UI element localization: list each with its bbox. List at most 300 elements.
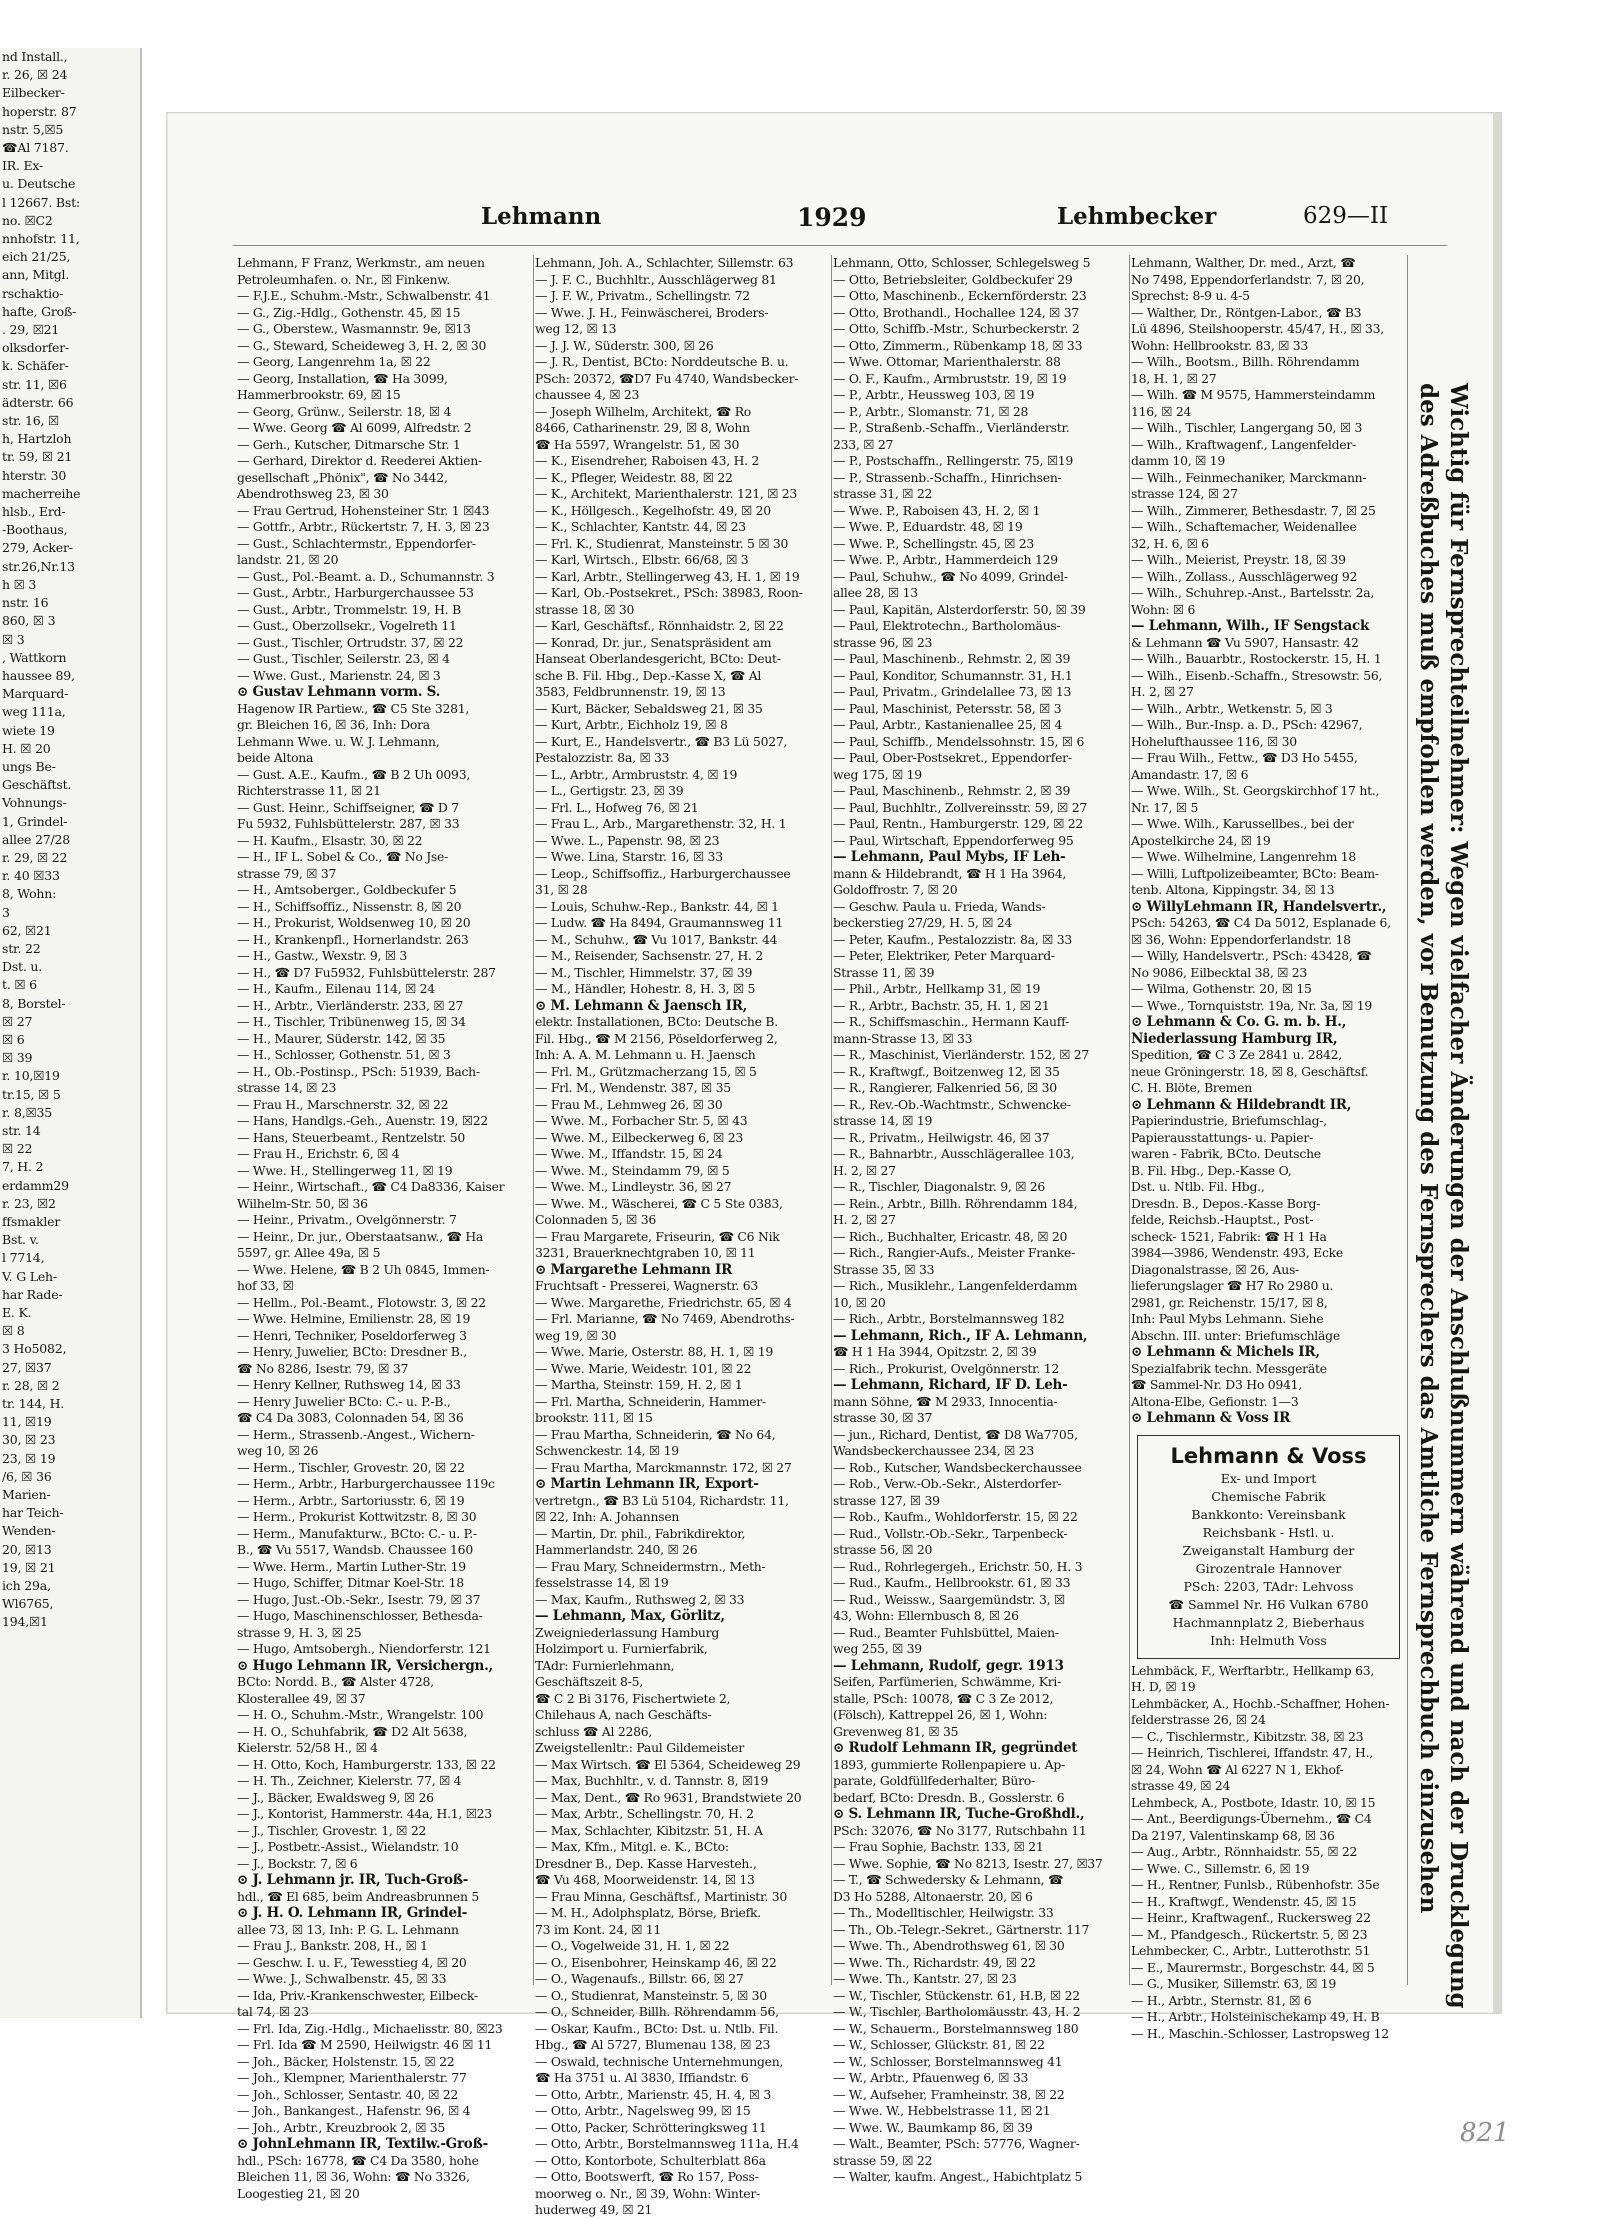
directory-line: — Rich., Rangier-Aufs., Meister Franke- <box>833 1245 1076 1260</box>
directory-line: huderweg 49, ☒ 21 <box>535 2202 653 2217</box>
neighbour-page-line: -Boothaus, <box>2 522 68 538</box>
directory-line: — W., Aufseher, Framheinstr. 38, ☒ 22 <box>833 2086 1065 2102</box>
neighbour-page-line: wiete 19 <box>2 722 55 738</box>
directory-line: — Wwe. C., Sillemstr. 6, ☒ 19 <box>1131 1860 1310 1876</box>
directory-line: — Gust. A.E., Kaufm., ☎ B 2 Uh 0093, <box>237 766 471 782</box>
advertisement-lehmann-voss <box>1137 1435 1400 1659</box>
directory-line: Hbg., ☎ Al 5727, Blumenau 138, ☒ 23 <box>535 2037 771 2052</box>
directory-line: — H., Arbtr., Vierländerstr. 233, ☒ 27 <box>237 997 464 1013</box>
directory-line: No 9086, Eilbecktal 38, ☒ 23 <box>1131 964 1308 980</box>
directory-entry-heading: ⊙ J. H. O. Lehmann IR, Grindel- <box>237 1905 468 1921</box>
neighbour-page-line: t. ☒ 6 <box>2 977 37 993</box>
directory-line: — Phil., Arbtr., Hellkamp 31, ☒ 19 <box>833 981 1041 996</box>
directory-line: PSch: 54263, ☎ C4 Da 5012, Esplanade 6, <box>1131 915 1391 930</box>
neighbour-page-line: weg 111a, <box>2 704 66 720</box>
directory-line: strasse 127, ☒ 39 <box>833 1492 940 1508</box>
directory-line: 2981, gr. Reichenstr. 15/17, ☒ 8, <box>1131 1294 1328 1310</box>
column-4 <box>1131 255 1406 2041</box>
directory-line: Lehmann, F Franz, Werkmstr., am neuen <box>237 255 485 270</box>
directory-line: ☎ Ha 5597, Wrangelstr. 51, ☒ 30 <box>535 436 740 452</box>
neighbour-page-line: str. 16, ☒ <box>2 413 60 429</box>
directory-line: Grevenweg 81, ☒ 35 <box>833 1723 959 1739</box>
directory-line: — Paul, Schiffb., Mendelssohnstr. 15, ☒ 6 <box>833 733 1085 749</box>
directory-line: — Wwe., Tornquiststr. 19a, Nr. 3a, ☒ 19 <box>1131 997 1372 1013</box>
directory-line: — Paul, Buchhltr., Zollvereinsstr. 59, ☒ 27 <box>833 799 1087 815</box>
neighbour-page-line: rschaktio- <box>2 285 64 301</box>
neighbour-page-line: 11, ☒19 <box>2 1414 52 1430</box>
directory-line: Strasse 11, ☒ 39 <box>833 964 935 980</box>
directory-line: — Otto, Brothandl., Hochallee 124, ☒ 37 <box>833 304 1080 320</box>
header-year: 1929 <box>797 203 867 232</box>
neighbour-page-line: 27, ☒37 <box>2 1359 52 1375</box>
column-divider <box>533 255 534 1985</box>
neighbour-page-line: Dst. u. <box>2 959 43 975</box>
neighbour-page-line: ☒ 27 <box>2 1013 33 1029</box>
directory-line: H. D, ☒ 19 <box>1131 1679 1196 1694</box>
directory-line: — Oskar, Kaufm., BCto: Dst. u. Ntlb. Fil. <box>535 2020 779 2036</box>
directory-line: — O., Studienrat, Mansteinstr. 5, ☒ 30 <box>535 1987 767 2003</box>
directory-line: — Rich., Prokurist, Ovelgönnerstr. 12 <box>833 1360 1060 1376</box>
directory-line: — Wwe. Gust., Marienstr. 24, ☒ 3 <box>237 667 441 683</box>
directory-line: mann & Hildebrandt, ☎ H 1 Ha 3964, <box>833 865 1067 881</box>
header-first-name: Lehmann <box>481 203 602 230</box>
directory-line: — Wilh., Schaftemacher, Weidenallee <box>1131 519 1357 534</box>
directory-line: ☒ 22, Inh: A. Johannsen <box>535 1509 680 1524</box>
directory-entry-heading: ⊙ JohnLehmann IR, Textilw.-Groß- <box>237 2136 488 2152</box>
directory-line: sche B. Fil. Hbg., Dep.-Kasse X, ☎ Al <box>535 667 762 683</box>
directory-line: — Gottfr., Arbtr., Rückertstr. 7, H. 3, ☒ 23 <box>237 519 490 534</box>
directory-line: — Aug., Arbtr., Rönnhaidstr. 55, ☒ 22 <box>1131 1844 1358 1859</box>
directory-line: — Heinr., Privatm., Ovelgönnerstr. 7 <box>237 1212 457 1227</box>
neighbour-page-line: nd Install., <box>2 49 68 64</box>
directory-line: Zweigstellenltr.: Paul Gildemeister <box>535 1740 744 1755</box>
advertisement-line: Reichsbank - Hstl. u. <box>1202 1524 1335 1540</box>
directory-line: Seifen, Parfümerien, Schwämme, Kri- <box>833 1674 1062 1689</box>
directory-line: Hohelufthaussee 116, ☒ 30 <box>1131 733 1297 749</box>
directory-line: — Georg, Langenrehm 1a, ☒ 22 <box>237 354 431 369</box>
directory-line: — Rich., Musiklehr., Langenfelderdamm <box>833 1278 1077 1293</box>
advertisement-line: PSch: 2203, TAdr: Lehvoss <box>1183 1578 1354 1594</box>
directory-line: 116, ☒ 24 <box>1131 403 1192 419</box>
directory-line: — Rud., Beamter Fuhlsbüttel, Maien- <box>833 1624 1059 1640</box>
directory-line: — R., Bahnarbtr., Ausschlägerallee 103, <box>833 1146 1075 1161</box>
directory-line: Da 2197, Valentinskamp 68, ☒ 36 <box>1131 1827 1335 1843</box>
directory-line: — Herm., Arbtr., Sartoriusstr. 6, ☒ 19 <box>237 1492 465 1508</box>
directory-line: — Ludw. ☎ Ha 8494, Graumannsweg 11 <box>535 915 784 930</box>
directory-line: — Paul, Elektrotechn., Bartholomäus- <box>833 618 1061 633</box>
directory-line: parate, Goldfüllfederhalter, Büro- <box>833 1773 1035 1788</box>
directory-line: Wohn: ☒ 6 <box>1131 601 1196 617</box>
directory-entry-heading: ⊙ Hugo Lehmann IR, Versichergn., <box>237 1657 493 1674</box>
neighbour-page-line: IR. Ex- <box>2 158 44 174</box>
directory-line: Lü 4896, Steilshooperstr. 45/47, H., ☒ 33, <box>1131 321 1384 336</box>
neighbour-page-line: 1, Grindel- <box>2 813 68 829</box>
directory-line: — H., Amtsoberger., Goldbeckufer 5 <box>237 882 457 897</box>
directory-line: — Wwe. W., Hebbelstrasse 11, ☒ 21 <box>833 2103 1051 2118</box>
directory-line: — Otto, Kontorbote, Schulterblatt 86a <box>535 2152 766 2168</box>
directory-line: Lehmbeck, A., Postbote, Idastr. 10, ☒ 15 <box>1131 1794 1376 1810</box>
directory-line: Abendrothsweg 23, ☒ 30 <box>237 486 389 501</box>
directory-line: 73 im Kont. 24, ☒ 11 <box>535 1921 662 1937</box>
directory-line: Hammerbrookstr. 69, ☒ 15 <box>237 387 401 402</box>
directory-line: strasse 30, ☒ 37 <box>833 1410 933 1425</box>
directory-line: — M., Händler, Hohestr. 8, H. 3, ☒ 5 <box>535 981 756 996</box>
advertisement-title: Lehmann & Voss <box>1170 1443 1367 1468</box>
directory-line: — H., Tischler, Tribünenweg 15, ☒ 34 <box>237 1014 466 1029</box>
directory-line: Fruchtsaft - Presserei, Wagnerstr. 63 <box>535 1278 759 1293</box>
directory-line: — H. O., Schuhfabrik, ☎ D2 Alt 5638, <box>237 1723 468 1739</box>
directory-line: — Hans, Handlgs.-Geh., Auenstr. 19, ☒22 <box>237 1113 489 1128</box>
directory-entry-heading: ⊙ Gustav Lehmann vorm. S. <box>237 684 441 700</box>
directory-line: ☎ No 8286, Isestr. 79, ☒ 37 <box>237 1360 409 1376</box>
neighbour-page-line: allee 27/28 <box>2 831 71 847</box>
directory-line: — P., Strassenb.-Schaffn., Hinrichsen- <box>833 469 1062 485</box>
neighbour-page-line: tr.15, ☒ 5 <box>2 1086 61 1102</box>
directory-line: — Hugo, Just.-Ob.-Sekr., Isestr. 79, ☒ 37 <box>237 1591 481 1607</box>
directory-line: — Georg, Grünw., Seilerstr. 18, ☒ 4 <box>237 403 452 419</box>
directory-line: — Wilh., Zollass., Ausschlägerweg 92 <box>1131 568 1358 584</box>
neighbour-page-line: 3 Ho5082, <box>2 1341 67 1357</box>
directory-line: — O., Wagenaufs., Billstr. 66, ☒ 27 <box>535 1971 744 1986</box>
directory-line: Hagenow IR Partiew., ☎ C5 Ste 3281, <box>237 700 470 716</box>
directory-line: — Th., Modelltischler, Heilwigstr. 33 <box>833 1905 1054 1920</box>
directory-line: — Paul, Ober-Postsekret., Eppendorfer- <box>833 750 1072 765</box>
column-2 <box>535 255 830 2217</box>
directory-line: — Frau L., Arb., Margarethenstr. 32, H. 1 <box>535 816 787 831</box>
neighbour-page-line: ädterstr. 66 <box>2 394 74 410</box>
directory-line: — H., Kaufm., Eilenau 114, ☒ 24 <box>237 981 435 996</box>
neighbour-page-line: r. 8,☒35 <box>2 1104 52 1120</box>
directory-entry-heading: ⊙ Lehmann & Voss IR <box>1131 1410 1291 1426</box>
directory-line: TAdr: Furnierlehmann, <box>535 1657 675 1673</box>
directory-line: — Frau Wilh., Fettw., ☎ D3 Ho 5455, <box>1131 750 1358 765</box>
directory-line: — Frl. L., Hofweg 76, ☒ 21 <box>535 799 699 815</box>
directory-entry-heading: ⊙ J. Lehmann jr. IR, Tuch-Groß- <box>237 1872 469 1888</box>
directory-line: Richterstrasse 11, ☒ 21 <box>237 783 381 798</box>
directory-line: — Rob., Kaufm., Wohldorferstr. 15, ☒ 22 <box>833 1509 1078 1524</box>
directory-line: strasse 49, ☒ 24 <box>1131 1778 1231 1793</box>
directory-line: — Heinrich, Tischlerei, Iffandstr. 47, H., <box>1131 1745 1373 1760</box>
neighbour-page-line: Marien- <box>2 1487 51 1503</box>
directory-line: — Max, Schlachter, Kibitzstr. 51, H. A <box>535 1822 763 1838</box>
neighbour-page-line: Wl6765, <box>2 1596 54 1612</box>
directory-line: — Frl. M., Grützmacherzang 15, ☒ 5 <box>535 1063 757 1079</box>
vertical-notice-line-1: Wichtig für Fernsprechteilnehmer: Wegen vielfacher Änderungen der Anschlußnummern während und nach der Drucklegung <box>1445 383 1472 2009</box>
neighbour-page-line: l 7714, <box>2 1250 45 1266</box>
directory-line: — K., Eisendreher, Raboisen 43, H. 2 <box>535 453 760 468</box>
directory-line: Altona-Elbe, Gefionstr. 1—3 <box>1131 1393 1299 1409</box>
neighbour-page-line: , Wattkorn <box>2 649 67 665</box>
neighbour-page-line: 8, Wohn: <box>2 886 57 902</box>
directory-line: — Joh., Arbtr., Kreuzbrook 2, ☒ 35 <box>237 2119 446 2135</box>
directory-line: — Rich., Buchhalter, Ericastr. 48, ☒ 20 <box>833 1228 1068 1244</box>
directory-line: Geschäftszeit 8-5, <box>535 1674 643 1689</box>
directory-line: landstr. 21, ☒ 20 <box>237 552 339 567</box>
directory-line: ☒ 36, Wohn: Eppendorferlandstr. 18 <box>1131 931 1351 947</box>
directory-line: — R., Tischler, Diagonalstr. 9, ☒ 26 <box>833 1179 1046 1194</box>
directory-line: strasse 59, ☒ 22 <box>833 2152 933 2168</box>
directory-line: — J., Kontorist, Hammerstr. 44a, H.1, ☒23 <box>237 1806 492 1821</box>
directory-line: — Gust., Arbtr., Harburgerchaussee 53 <box>237 585 474 600</box>
neighbour-page-strip <box>0 48 142 2018</box>
directory-line: — Wwe. J., Schwalbenstr. 45, ☒ 33 <box>237 1971 447 1986</box>
vertical-notice <box>1409 383 1479 2009</box>
directory-line: — C., Tischlermstr., Kibitzstr. 38, ☒ 23 <box>1131 1728 1364 1744</box>
directory-line: H. 2, ☒ 27 <box>833 1212 896 1227</box>
directory-line: felderstrasse 26, ☒ 24 <box>1131 1712 1266 1727</box>
directory-line: — Henry Kellner, Ruthsweg 14, ☒ 33 <box>237 1377 461 1392</box>
vertical-notice-line-2: des Adreßbuches muß empfohlen werden, vor Benutzung des Fernsprechers das Amtliche Fernsprechbuch einzusehen <box>1415 383 1442 1914</box>
directory-line: — Wwe. L., Papenstr. 98, ☒ 23 <box>535 832 720 848</box>
directory-line: — P., Arbtr., Slomanstr. 71, ☒ 28 <box>833 403 1029 419</box>
directory-line: Chilehaus A, nach Geschäfts- <box>535 1707 712 1722</box>
directory-line: Lehmbäck, F., Werftarbtr., Hellkamp 63, <box>1131 1662 1375 1678</box>
directory-line: 3583, Feldbrunnenstr. 19, ☒ 13 <box>535 684 726 699</box>
directory-line: — Peter, Elektriker, Peter Marquard- <box>833 948 1055 963</box>
directory-line: — Geschw. I. u. F., Tewesstieg 4, ☒ 20 <box>237 1954 467 1970</box>
directory-line: — O. F., Kaufm., Armbruststr. 19, ☒ 19 <box>833 370 1067 386</box>
directory-line: — Paul, Rentn., Hamburgerstr. 129, ☒ 22 <box>833 816 1084 831</box>
directory-line: — R., Privatm., Heilwigstr. 46, ☒ 37 <box>833 1129 1050 1145</box>
directory-line: — F.J.E., Schuhm.-Mstr., Schwalbenstr. 41 <box>237 288 491 303</box>
directory-line: — J. F. C., Buchhltr., Ausschlägerweg 81 <box>535 271 777 287</box>
directory-line: — Rein., Arbtr., Billh. Röhrendamm 184, <box>833 1195 1078 1211</box>
directory-line: — E., Maurermstr., Borgeschstr. 44, ☒ 5 <box>1131 1959 1375 1975</box>
directory-entry-heading: ⊙ Lehmann & Co. G. m. b. H., <box>1131 1014 1347 1030</box>
directory-line: mann Söhne, ☎ M 2933, Innocentia- <box>833 1393 1058 1409</box>
directory-line: — R., Rev.-Ob.-Wachtmstr., Schwencke- <box>833 1096 1071 1112</box>
directory-line: — Gerhard, Direktor d. Reederei Aktien- <box>237 453 482 468</box>
directory-line: — Heinr., Kraftwagenf., Ruckersweg 22 <box>1131 1910 1371 1925</box>
directory-line: elektr. Installationen, BCto: Deutsche B. <box>535 1014 778 1029</box>
directory-line: — Hugo, Maschinenschlosser, Bethesda- <box>237 1608 483 1623</box>
directory-line: — Frl. Martha, Schneiderin, Hammer- <box>535 1393 766 1409</box>
directory-line: — Willi, Luftpolizeibeamter, BCto: Beam- <box>1131 865 1379 881</box>
neighbour-page-line: 279, Acker- <box>2 540 73 556</box>
neighbour-page-line: ungs Be- <box>2 758 56 774</box>
neighbour-page-line: r. 40 ☒33 <box>2 868 60 884</box>
directory-line: PSch: 32076, ☎ No 3177, Rutschbahn 11 <box>833 1822 1087 1838</box>
directory-line: Spezialfabrik techn. Messgeräte <box>1131 1360 1327 1376</box>
directory-line: — Paul, Schuhw., ☎ No 4099, Grindel- <box>833 568 1068 584</box>
directory-line: Fil. Hbg., ☎ M 2156, Pöseldorferweg 2, <box>535 1030 778 1046</box>
directory-line: — Rud., Rohrlegergeh., Erichstr. 50, H. 3 <box>833 1558 1083 1574</box>
directory-line: C. H. Blöte, Bremen <box>1131 1080 1252 1095</box>
directory-line: — Wwe. J. H., Feinwäscherei, Broders- <box>535 304 769 320</box>
neighbour-page-line: hterstr. 30 <box>2 467 67 483</box>
directory-line: — Paul, Maschinenb., Rehmstr. 2, ☒ 39 <box>833 651 1071 666</box>
directory-line: — Martin, Dr. phil., Fabrikdirektor, <box>535 1525 746 1541</box>
directory-line: — Wilh., Bauarbtr., Rostockerstr. 15, H. 1 <box>1131 651 1382 666</box>
directory-line: 8466, Catharinenstr. 29, ☒ 8, Wohn <box>535 420 750 435</box>
directory-line: — Wwe. Margarethe, Friedrichstr. 65, ☒ 4 <box>535 1294 792 1310</box>
directory-line: — Wwe. Sophie, ☎ No 8213, Isestr. 27, ☒37 <box>833 1855 1103 1871</box>
neighbour-page-line: nstr. 16 <box>2 595 49 611</box>
directory-line: — Konrad, Dr. jur., Senatspräsident am <box>535 634 772 650</box>
page-edge-shadow <box>1493 113 1501 2013</box>
directory-line: — Wwe. Marie, Osterstr. 88, H. 1, ☒ 19 <box>535 1344 773 1359</box>
directory-entry-heading: ⊙ M. Lehmann & Jaensch IR, <box>535 997 748 1014</box>
directory-line: — Rud., Kaufm., Hellbrookstr. 61, ☒ 33 <box>833 1575 1071 1590</box>
advertisement-lines <box>1142 1470 1395 1650</box>
directory-line: — Paul, Konditor, Schumannstr. 31, H.1 <box>833 667 1073 683</box>
neighbour-page-line: 860, ☒ 3 <box>2 613 56 629</box>
directory-line: felde, Reichsb.-Hauptst., Post- <box>1131 1212 1314 1227</box>
neighbour-page-line: Marquard- <box>2 686 69 702</box>
directory-line: ☎ Ha 3751 u. Al 3830, Iffiandstr. 6 <box>535 2070 749 2085</box>
directory-line: — Kurt, E., Handelsvertr., ☎ B3 Lü 5027, <box>535 733 788 749</box>
neighbour-page-line: har Rade- <box>2 1286 63 1302</box>
directory-line: D3 Ho 5288, Altonaerstr. 20, ☒ 6 <box>833 1888 1033 1904</box>
directory-line: Bleichen 11, ☒ 36, Wohn: ☎ No 3326, <box>237 2169 470 2184</box>
directory-line: — K., Pfleger, Weidestr. 88, ☒ 22 <box>535 469 733 485</box>
directory-line: 5597, gr. Allee 49a, ☒ 5 <box>237 1245 381 1260</box>
directory-line: beckerstieg 27/29, H. 5, ☒ 24 <box>833 915 1013 930</box>
neighbour-page-line: . 29, ☒21 <box>2 322 60 338</box>
directory-line: — Joh., Klempner, Marienthalerstr. 77 <box>237 2070 467 2085</box>
directory-line: — Max, Kaufm., Ruthsweg 2, ☒ 33 <box>535 1591 745 1607</box>
directory-line: Dresdn. B., Depos.-Kasse Borg- <box>1131 1195 1321 1211</box>
directory-line: — J. F. W., Privatm., Schellingstr. 72 <box>535 288 750 303</box>
directory-line: — Louis, Schuhw.-Rep., Bankstr. 44, ☒ 1 <box>535 898 779 914</box>
directory-line: — Wwe. Lina, Starstr. 16, ☒ 33 <box>535 849 723 864</box>
neighbour-page-line: r. 28, ☒ 2 <box>2 1377 60 1393</box>
directory-line: — K., Architekt, Marienthalerstr. 121, ☒ 23 <box>535 486 798 501</box>
directory-line: — Herm., Prokurist Kottwitzstr. 8, ☒ 30 <box>237 1509 477 1524</box>
directory-line: Nr. 17, ☒ 5 <box>1131 799 1199 815</box>
neighbour-page-line: 8, Borstel- <box>2 995 66 1011</box>
directory-line: — H., Prokurist, Woldsenweg 10, ☒ 20 <box>237 915 471 930</box>
directory-line: strasse 9, H. 3, ☒ 25 <box>237 1624 362 1640</box>
directory-line: Pestalozzistr. 8a, ☒ 33 <box>535 750 670 765</box>
directory-line: — Wilh., Bootsm., Billh. Röhrendamm <box>1131 354 1360 369</box>
header-last-name: Lehmbecker <box>1057 203 1217 230</box>
directory-line: — Max, Buchhltr., v. d. Tannstr. 8, ☒19 <box>535 1773 769 1788</box>
directory-line: 10, ☒ 20 <box>833 1294 886 1310</box>
directory-line: — Gust., Oberzollsekr., Vogelreth 11 <box>237 618 457 633</box>
directory-line: — Wwe. M., Lindleystr. 36, ☒ 27 <box>535 1179 732 1194</box>
directory-line: — Wwe. M., Wäscherei, ☎ C 5 Ste 0383, <box>535 1195 783 1211</box>
directory-line: weg 10, ☒ 26 <box>237 1443 319 1458</box>
directory-line: tal 74, ☒ 23 <box>237 2004 309 2019</box>
directory-line: — Frau Margarete, Friseurin, ☎ C6 Nik <box>535 1228 780 1244</box>
neighbour-page-line: H. ☒ 20 <box>2 740 51 756</box>
directory-line: — Wwe. Ottomar, Marienthalerstr. 88 <box>833 354 1061 369</box>
neighbour-page-line: olksdorfer- <box>2 340 70 356</box>
neighbour-page-line: ffsmakler <box>2 1214 61 1229</box>
neighbour-page-line: str. 11, ☒6 <box>2 376 67 392</box>
header-rule <box>233 245 1447 246</box>
directory-line: Kielerstr. 52/58 H., ☒ 4 <box>237 1740 378 1755</box>
directory-line: (Fölsch), Kattreppel 26, ☒ 1, Wohn: <box>833 1707 1048 1722</box>
directory-line: Inh: Paul Mybs Lehmann. Siehe <box>1131 1311 1324 1326</box>
neighbour-page-line: 7, H. 2 <box>2 1159 44 1175</box>
neighbour-page-line: hoperstr. 87 <box>2 103 77 119</box>
directory-line: Holzimport u. Furnierfabrik, <box>535 1641 708 1656</box>
directory-line: — Frau Mary, Schneidermstrn., Meth- <box>535 1558 766 1574</box>
directory-line: Lehmann, Joh. A., Schlachter, Sillemstr. 63 <box>535 255 794 270</box>
neighbour-page-line: hlsb., Erd- <box>2 504 66 520</box>
directory-line: — Hellm., Pol.-Beamt., Flotowstr. 3, ☒ 22 <box>237 1294 486 1310</box>
directory-line: — Otto, Arbtr., Nagelsweg 99, ☒ 15 <box>535 2103 751 2118</box>
directory-line: — Wwe. M., Steindamm 79, ☒ 5 <box>535 1162 730 1178</box>
column-divider <box>831 255 832 1985</box>
directory-line: — G., Oberstew., Wasmannstr. 9e, ☒13 <box>237 321 471 336</box>
directory-line: — Wilh., Zimmerer, Bethesdastr. 7, ☒ 25 <box>1131 502 1376 518</box>
directory-line: ☎ C4 Da 3083, Colonnaden 54, ☒ 36 <box>237 1410 464 1425</box>
directory-line: — P., Straßenb.-Schaffn., Vierländerstr. <box>833 420 1070 435</box>
directory-line: — Wwe. Th., Abendrothsweg 61, ☒ 30 <box>833 1938 1065 1953</box>
directory-line: — H., Krankenpfl., Hornerlandstr. 263 <box>237 931 469 947</box>
directory-line: — Wwe. M., Iffandstr. 15, ☒ 24 <box>535 1146 723 1161</box>
directory-line: — Wilh., Kraftwagenf., Langenfelder- <box>1131 436 1356 452</box>
directory-line: — H. Kaufm., Elsastr. 30, ☒ 22 <box>237 832 423 848</box>
directory-line: — Wwe. Georg ☎ Al 6099, Alfredstr. 2 <box>237 420 472 435</box>
directory-line: Papierausstattungs- u. Papier- <box>1131 1129 1313 1145</box>
directory-line: — Karl, Geschäftsf., Rönnhaidstr. 2, ☒ 22 <box>535 618 784 633</box>
directory-line: — Hugo, Amtsobergh., Niendorferstr. 121 <box>237 1641 491 1656</box>
directory-line: Amandastr. 17, ☒ 6 <box>1131 766 1249 782</box>
directory-line: — Wilh., Feinmechaniker, Marckmann- <box>1131 469 1367 485</box>
directory-line: — W., Tischler, Stückenstr. 61, H.B, ☒ 22 <box>833 1987 1080 2003</box>
directory-line: — Wilma, Gothenstr. 20, ☒ 15 <box>1131 981 1312 996</box>
directory-page <box>166 112 1502 2217</box>
handwritten-page-mark: 821 <box>1460 2118 1510 2148</box>
directory-line: ☎ Vu 468, Moorweidenstr. 14, ☒ 13 <box>535 1872 755 1887</box>
directory-line: strasse 96, ☒ 23 <box>833 634 933 650</box>
neighbour-page-line: E. K. <box>2 1305 32 1321</box>
directory-entry-heading: ⊙ WillyLehmann IR, Handelsvertr., <box>1131 898 1387 915</box>
directory-line: — G., Steward, Scheideweg 3, H. 2, ☒ 30 <box>237 337 487 353</box>
directory-line: — Gerh., Kutscher, Ditmarsche Str. 1 <box>237 436 461 452</box>
directory-line: — Gust., Pol.-Beamt. a. D., Schumannstr. 3 <box>237 568 495 584</box>
directory-line: bedarf, BCto: Dresdn. B., Gosslerstr. 6 <box>833 1789 1065 1805</box>
neighbour-page-line: 20, ☒13 <box>2 1541 52 1557</box>
advertisement-line: Inh: Helmuth Voss <box>1210 1632 1327 1648</box>
directory-line: — J., Bockstr. 7, ☒ 6 <box>237 1855 358 1871</box>
directory-line: — Frl. M., Wendenstr. 387, ☒ 35 <box>535 1080 731 1095</box>
directory-line: — Max, Dent., ☎ Ro 9631, Brandstwiete 20 <box>535 1789 802 1805</box>
directory-line: — Frau M., Lehmweg 26, ☒ 30 <box>535 1096 723 1112</box>
directory-line: — Rud., Weissw., Saargemündstr. 3, ☒ <box>833 1591 1065 1607</box>
directory-line: — O., Eisenbohrer, Heinskamp 46, ☒ 22 <box>535 1954 777 1970</box>
directory-line: — P., Arbtr., Heussweg 103, ☒ 19 <box>833 387 1035 402</box>
column-4-entries <box>1131 255 1406 1427</box>
neighbour-page-line: erdamm29 <box>2 1177 69 1193</box>
directory-line: Apostelkirche 24, ☒ 19 <box>1131 832 1271 848</box>
directory-line: — Oswald, technische Unternehmungen, <box>535 2053 784 2069</box>
directory-line: — Otto, Packer, Schrötteringksweg 11 <box>535 2119 767 2135</box>
directory-line: — Herm., Strassenb.-Angest., Wichern- <box>237 1426 475 1442</box>
directory-line: mann-Strasse 13, ☒ 33 <box>833 1030 973 1046</box>
neighbour-page-line: k. Schäfer- <box>2 358 69 374</box>
directory-line: strasse 14, ☒ 19 <box>833 1113 933 1128</box>
directory-entry-heading: ⊙ Martin Lehmann IR, Export- <box>535 1476 759 1492</box>
directory-line: hof 33, ☒ <box>237 1278 294 1293</box>
directory-line: — G., Zig.-Hdlg., Gothenstr. 45, ☒ 15 <box>237 304 461 320</box>
directory-line: hdl., ☎ El 685, beim Andreasbrunnen 5 <box>237 1888 479 1904</box>
advertisement-line: Hachmannplatz 2, Bieberhaus <box>1172 1614 1365 1630</box>
directory-line: Klosterallee 49, ☒ 37 <box>237 1690 366 1706</box>
directory-line: — Frau Minna, Geschäftsf., Martinistr. 30 <box>535 1888 787 1904</box>
directory-line: — Wwe. Th., Kantstr. 27, ☒ 23 <box>833 1971 1017 1986</box>
directory-line: — Gust. Heinr., Schiffseigner, ☎ D 7 <box>237 799 459 815</box>
directory-line: — R., Maschinist, Vierländerstr. 152, ☒ 27 <box>833 1047 1090 1062</box>
directory-line: — W., Schauerm., Borstelmannsweg 180 <box>833 2020 1079 2036</box>
directory-line: Goldoffrostr. 7, ☒ 20 <box>833 882 958 897</box>
directory-line: 3231, Brauerknechtgraben 10, ☒ 11 <box>535 1245 756 1260</box>
neighbour-page-line: Vohnungs- <box>2 795 67 811</box>
